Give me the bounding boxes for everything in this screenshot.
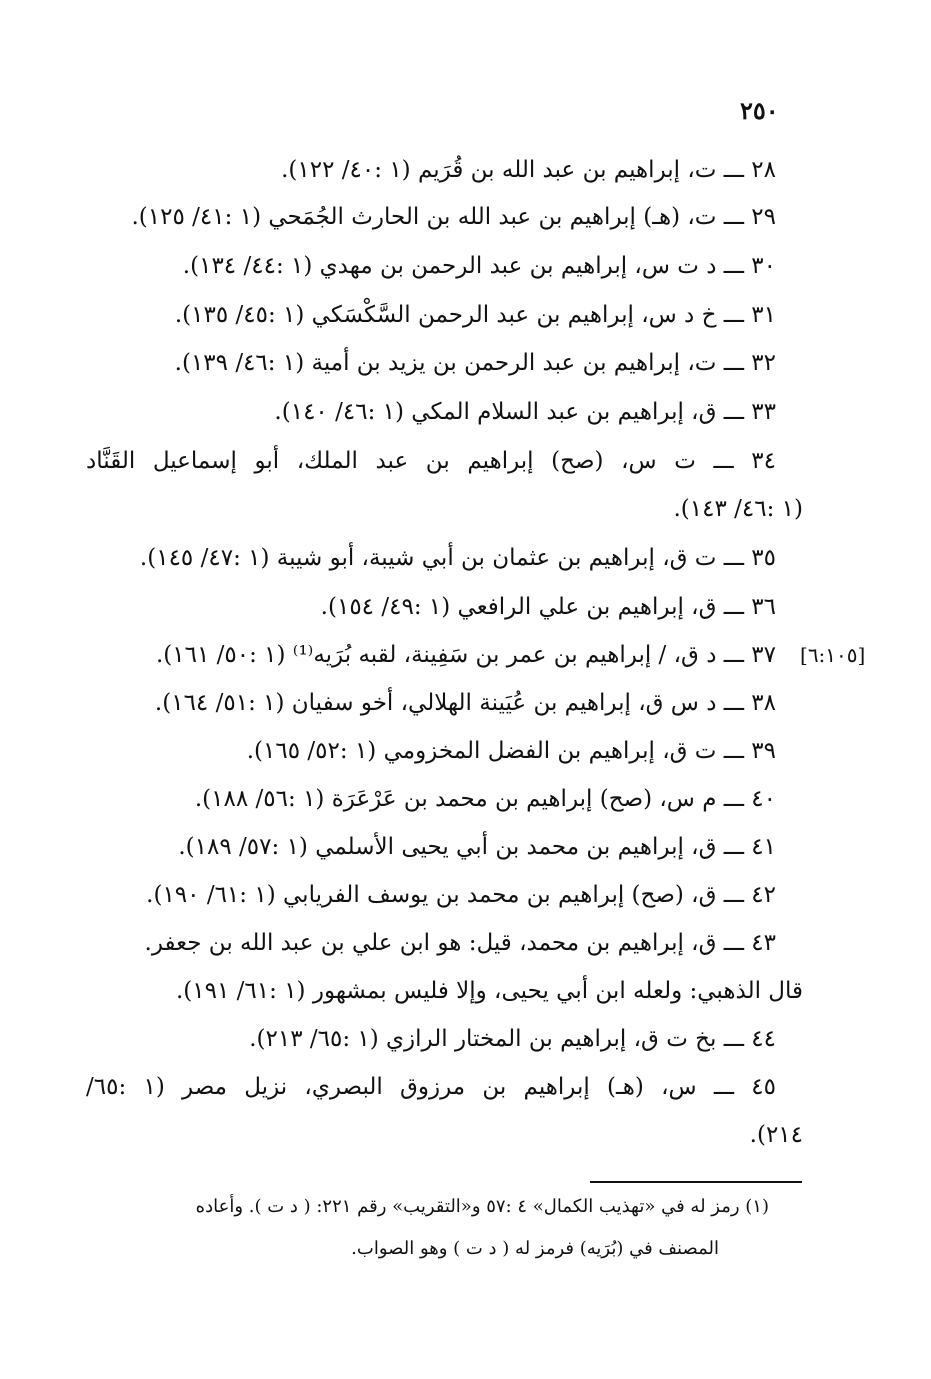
entry-text: ـــ بخ ت ق، إبراهيم بن المختار الرازي (١ :٦٥/ ٢١٣). [249,1026,744,1052]
entry-number: ٣٢ [751,350,776,376]
entry-39 [247,733,776,769]
entry-text: ـــ ت ق، إبراهيم بن عثمان بن أبي شيبة، أبو شيبة (١ :٤٧/ ١٤٥). [139,545,744,571]
entry-text: ـــ ت ق، إبراهيم بن الفضل المخزومي (١ :٥٢/ ١٦٥). [246,738,744,764]
entry-number: ٣٧ [751,642,776,668]
entry-text: ـــ ت، إبراهيم بن عبد الله بن قُرَيم (١ :٤٠/ ١٢٢). [281,157,744,183]
entry-41 [178,829,776,865]
entry-text: ـــ ق، إبراهيم بن علي الرافعي (١ :٤٩/ ١٥٤). [320,594,744,620]
entry-44 [249,1021,776,1057]
entry-36 [321,589,776,625]
entry-45-continuation: ٢١٤). [749,1122,803,1148]
entry-43 [145,925,776,961]
entry-number: ٣٥ [751,545,776,571]
entry-text: ـــ د ت س، إبراهيم بن عبد الرحمن بن مهدي (١ :٤٤/ ١٣٤). [182,253,744,279]
entry-33 [274,394,776,430]
entry-text: ـــ م س، (صح) إبراهيم بن محمد بن عَرْعَرَة (١ :٥٦/ ١٨٨). [194,786,744,812]
entry-number: ٤٢ [751,882,776,908]
footnote-divider [590,1181,802,1183]
entry-number: ٣٠ [751,253,776,279]
entry-number: ٢٨ [751,157,776,183]
entry-35 [140,540,776,576]
entry-number: ٣٩ [751,738,776,764]
entry-number: ٣٦ [751,594,776,620]
entry-number: ٤١ [751,834,776,860]
entry-37 [156,637,776,673]
entry-34 [86,443,776,479]
entry-number: ٤٣ [751,930,776,956]
entry-text: ـــ ت، (هـ) إبراهيم بن عبد الله بن الحارث الجُمَحي (١ :٤١/ ١٢٥). [131,204,744,230]
footnote-line-2: المصنف في (بُرَيه) فرمز له ( د ت ) وهو الصواب. [351,1238,719,1259]
entry-42 [146,877,776,913]
entry-32 [175,345,776,381]
entry-text: ـــ س، (هـ) إبراهيم بن مرزوق البصري، نزيل مصر (١ :٦٥/ [86,1074,735,1100]
margin-reference: [٦:١٠٥] [800,643,866,667]
entry-29 [132,199,777,235]
entry-45 [86,1069,776,1105]
entry-number: ٣٣ [751,399,776,425]
entry-34-continuation: (١ :٤٦/ ١٤٣). [673,496,803,522]
entry-text: ـــ ق، إبراهيم بن محمد بن أبي يحيى الأسلمي (١ :٥٧/ ١٨٩). [178,834,744,860]
entry-text: ـــ ق، إبراهيم بن محمد، قيل: هو ابن علي بن عبد الله بن جعفر. [144,930,744,956]
entry-30 [183,248,776,284]
entry-number: ٤٠ [751,786,776,812]
entry-text: ـــ ق، (صح) إبراهيم بن محمد بن يوسف الفريابي (١ :٦١/ ١٩٠). [146,882,744,908]
entry-number: ٢٩ [751,204,776,230]
entry-text: ـــ ت، إبراهيم بن عبد الرحمن بن يزيد بن أمية (١ :٤٦/ ١٣٩). [174,350,744,376]
entry-text: ـــ ق، إبراهيم بن عبد السلام المكي (١ :٤٦/ ١٤٠). [274,399,744,425]
entry-number: ٤٤ [751,1026,776,1052]
entry-number: ٣٤ [751,448,776,474]
entry-40 [195,781,776,817]
entry-28 [281,152,776,188]
entry-number: ٣٨ [751,690,776,716]
entry-38 [155,685,776,721]
entry-number: ٣١ [751,302,776,328]
entry-text: ـــ خ د س، إبراهيم بن عبد الرحمن السَّكْسَكي (١ :٤٥/ ١٣٥). [174,302,744,328]
entry-31 [175,297,776,333]
footnote-line-1: (١) رمز له في «تهذيب الكمال» ٤ :٥٧ و«التقريب» رقم ٢٢١: ( د ت ). وأعاده [195,1196,769,1217]
entry-text: ـــ د ق، / إبراهيم بن عمر بن سَفِينة، لقبه بُرَيه⁽¹⁾ (١ :٥٠/ ١٦١). [155,642,744,668]
entry-text: ـــ ت س، (صح) إبراهيم بن عبد الملك، أبو إسماعيل القَنَّاد [86,448,734,474]
entry-number: ٤٥ [751,1074,777,1100]
page-number: ٢٥٠ [740,96,779,125]
entry-text: ـــ د س ق، إبراهيم بن عُيَينة الهلالي، أخو سفيان (١ :٥١/ ١٦٤). [154,690,744,716]
entry-43-continuation: قال الذهبي: ولعله ابن أبي يحيى، وإلا فليس بمشهور (١ :٦١/ ١٩١). [175,978,803,1004]
